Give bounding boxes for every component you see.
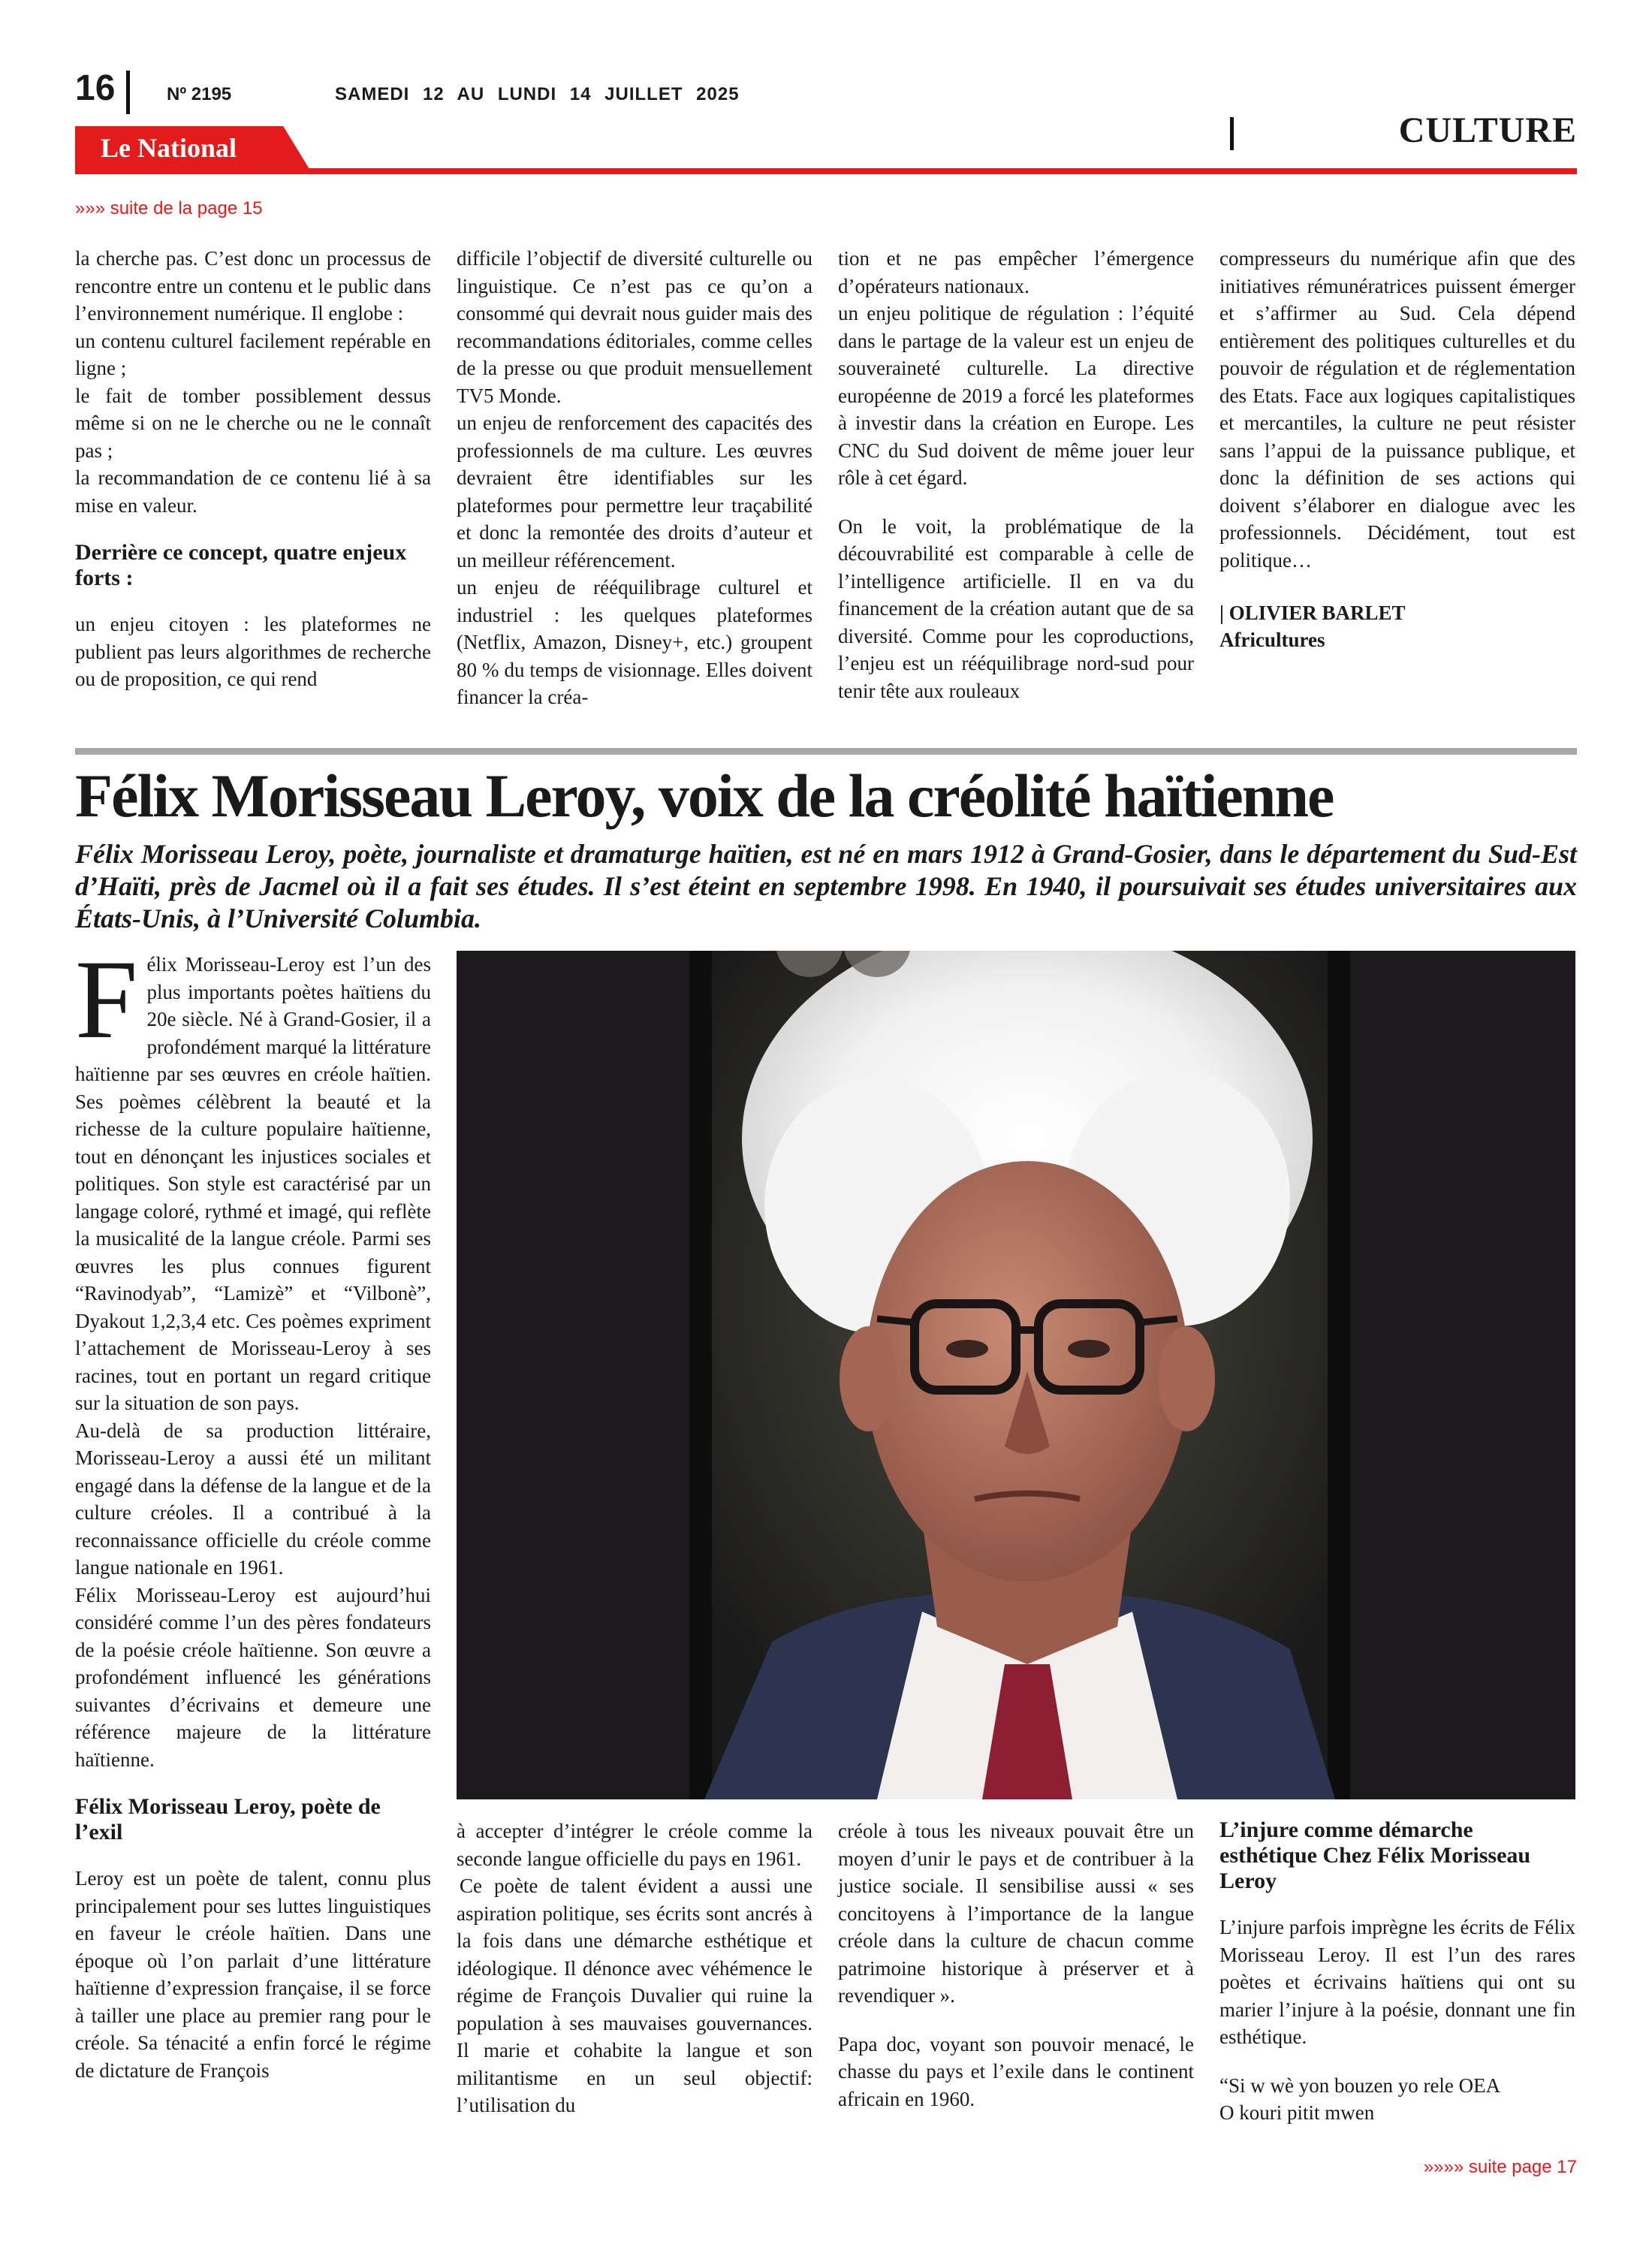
poem-line: O kouri pitit mwen bbox=[1219, 2101, 1375, 2124]
source-credit: Africultures bbox=[1219, 629, 1325, 651]
drop-cap: F bbox=[75, 937, 138, 1062]
section-divider bbox=[1230, 117, 1234, 150]
article-separator-rule bbox=[75, 748, 1577, 755]
continued-from-link[interactable]: »»» suite de la page 15 bbox=[75, 198, 263, 219]
subheading: Derrière ce concept, quatre enjeux forts : bbox=[75, 540, 407, 590]
paragraph: Papa doc, voyant son pouvoir menacé, le chasse du pays et l’exile dans le continent africain en 1960. bbox=[838, 2032, 1194, 2110]
author-byline: | OLIVIER BARLET bbox=[1219, 602, 1406, 624]
paragraph: On le voit, la problématique de la découvrabilité est comparable à celle de l’intelligence artificielle. Il en va du financement de la création autant que de sa diversité. Comme pour les coproductions, l’enjeu est un rééquilibrage nord-sud pour tenir tête aux rouleaux bbox=[838, 514, 1194, 702]
paragraph: créole à tous les niveaux pouvait être un moyen d’unir le pays et de contribuer à la justice sociale. Il sensibilise aussi « ses concitoyens à l’importance de la langue créole dans la culture de chacun comme patrimoine historique à préserver et à revendiquer ». bbox=[838, 1820, 1194, 2007]
paragraph: à accepter d’intégrer le créole comme la seconde langue officielle du pays en 1961. bbox=[457, 1820, 812, 1870]
section-title: CULTURE bbox=[1398, 110, 1577, 150]
top-article-column-3 bbox=[838, 245, 1194, 704]
paragraph: élix Morisseau-Leroy est l’un des plus importants poètes haïtiens du 20e siècle. Né à Grand-Gosier, il a profondément marqué la littérature haïtienne par ses œuvres en créole haïtien. Ses poèmes célèbrent la beauté et la richesse de la culture populaire haïtienne, tout en dénonçant les injustices sociales et politiques. Son style est caractérisé par un langage coloré, rythmé et imagé, qui reflète la musicalité de la langue créole. Parmi ses œuvres les plus connues figurent “Ravinodyab”, “Lamizè” et “Vilbonè”, Dyakout 1,2,3,4 etc. Ces poèmes expriment l’attachement de Morisseau-Leroy à ses racines, tout en portant un regard critique sur la situation de son pays. bbox=[75, 953, 431, 1414]
article-deck: Félix Morisseau Leroy, poète, journaliste et dramaturge haïtien, est né en mars 1912 à Grand-Gosier, dans le département du Sud-Est d’Haïti, près de Jacmel où il a fait ses études. Il s’est éteint en septembre 1998. En 1940, il poursuivait ses études universitaires aux États-Unis, à l’Université Columbia. bbox=[75, 839, 1577, 933]
paragraph: un enjeu de renforcement des capacités des professionnels de ma culture. Les œuvres devraient être identifiables sur les plateformes pour permettre leur traçabilité et donc la remontée des droits d’auteur et un meilleur référencement. bbox=[457, 412, 812, 572]
page-number: 16 bbox=[75, 68, 116, 108]
paragraph: L’injure parfois imprègne les écrits de Félix Morisseau Leroy. Il est l’un des rares poètes et écrivains haïtiens qui ont su marier l’injure à la poésie, donnant une fin esthétique. bbox=[1219, 1916, 1575, 2048]
paragraph: un enjeu citoyen : les plateformes ne publient pas leurs algorithmes de recherche ou de proposition, ce qui rend bbox=[75, 613, 431, 690]
paragraph: Félix Morisseau-Leroy est aujourd’hui considéré comme l’un des pères fondateurs de la poésie créole haïtienne. Son œuvre a profondément influencé les générations suivantes d’écrivains et demeure une référence majeure de la littérature haïtienne. bbox=[75, 1583, 431, 1771]
paragraph: la recommandation de ce contenu lié à sa mise en valeur. bbox=[75, 466, 431, 517]
portrait-photo bbox=[457, 951, 1575, 1799]
newspaper-brand: Le National bbox=[101, 133, 237, 163]
paragraph: difficile l’objectif de diversité culturelle ou linguistique. Ce n’est pas ce qu’on a consommé qui devrait nous guider mais des recommandations éditoriales, comme celles de la presse ou que produit mensuellement TV5 Monde. bbox=[457, 247, 812, 407]
paragraph: Leroy est un poète de talent, connu plus principalement pour ses luttes linguistiques en faveur le créole haïtien. Dans une époque où l’on parlait d’une littérature haïtienne d’expression française, il se force à tailler une place au premier rang pour le créole. Sa ténacité a enfin forcé le régime de dictature de François bbox=[75, 1867, 431, 2082]
top-article-column-2 bbox=[457, 245, 812, 711]
main-article-column-1 bbox=[75, 937, 431, 2084]
paragraph: la cherche pas. C’est donc un processus de rencontre entre un contenu et le public dans l’environnement numérique. Il englobe : bbox=[75, 247, 431, 324]
page-number-divider bbox=[126, 71, 130, 114]
continued-to-link[interactable]: »»»» suite page 17 bbox=[1423, 2157, 1577, 2177]
subheading: L’injure comme démarche esthétique Chez Félix Morisseau Leroy bbox=[1219, 1817, 1531, 1893]
paragraph: Au-delà de sa production littéraire, Morisseau-Leroy a aussi été un militant engagé dans la défense de la langue et de la culture créoles. Il a contribué à la reconnaissance officielle du créole comme langue nationale en 1961. bbox=[75, 1419, 431, 1579]
portrait-illustration bbox=[457, 951, 1575, 1799]
paragraph: un enjeu politique de régulation : l’équité dans le partage de la valeur est un enjeu de souveraineté culturelle. La directive européenne de 2019 a forcé les plateformes à investir dans la création en Europe. Les CNC du Sud doivent de même jouer leur rôle à cet égard. bbox=[838, 302, 1194, 489]
main-article-column-2 bbox=[457, 1817, 812, 2119]
paragraph: le fait de tomber possiblement dessus même si on ne le cherche ou ne le connaît pas ; bbox=[75, 384, 431, 462]
issue-date: SAMEDI 12 AU LUNDI 14 JUILLET 2025 bbox=[335, 84, 740, 104]
main-article-column-3 bbox=[838, 1817, 1194, 2113]
top-article-column-4 bbox=[1219, 245, 1575, 653]
top-article-column-1 bbox=[75, 245, 431, 693]
poem-line: “Si w wè yon bouzen yo rele OEA bbox=[1219, 2074, 1501, 2097]
paragraph: un contenu culturel facilement repérable en ligne ; bbox=[75, 329, 431, 379]
paragraph: un enjeu de rééquilibrage culturel et industriel : les quelques plateformes (Netflix, Amazon, Disney+, etc.) groupent 80 % du temps de visionnage. Elles doivent financer la créa- bbox=[457, 576, 812, 708]
main-article-column-4 bbox=[1219, 1817, 1575, 2127]
paragraph: tion et ne pas empêcher l’émergence d’opérateurs nationaux. bbox=[838, 247, 1194, 297]
paragraph: Ce poète de talent évident a aussi une aspiration politique, ses écrits sont ancrés à la fois dans une démarche esthétique et idéologique. Il dénonce avec véhémence le régime de François Duvalier qui ruine la population à ses mauvaises gouvernances. Il marie et cohabite la langue et son militantisme en un seul objectif: l’utilisation du bbox=[457, 1874, 812, 2116]
issue-number: Nº 2195 bbox=[167, 84, 232, 104]
article-headline: Félix Morisseau Leroy, voix de la créolité haïtienne bbox=[75, 762, 1334, 830]
subheading: Félix Morisseau Leroy, poète de l’exil bbox=[75, 1794, 381, 1844]
paragraph: compresseurs du numérique afin que des initiatives rémunératrices puissent émerger et s’affirmer au Sud. Cela dépend entièrement des politiques culturelles et du pouvoir de régulation et de réglementation des Etats. Face aux logiques capitalistiques et mercantiles, la culture ne peut résister sans l’appui de la puissance publique, et donc la définition de ses actions qui doivent s’élaborer en dialogue avec les professionnels. Décidément, tout est politique… bbox=[1219, 247, 1575, 572]
header-red-rule bbox=[75, 168, 1577, 174]
